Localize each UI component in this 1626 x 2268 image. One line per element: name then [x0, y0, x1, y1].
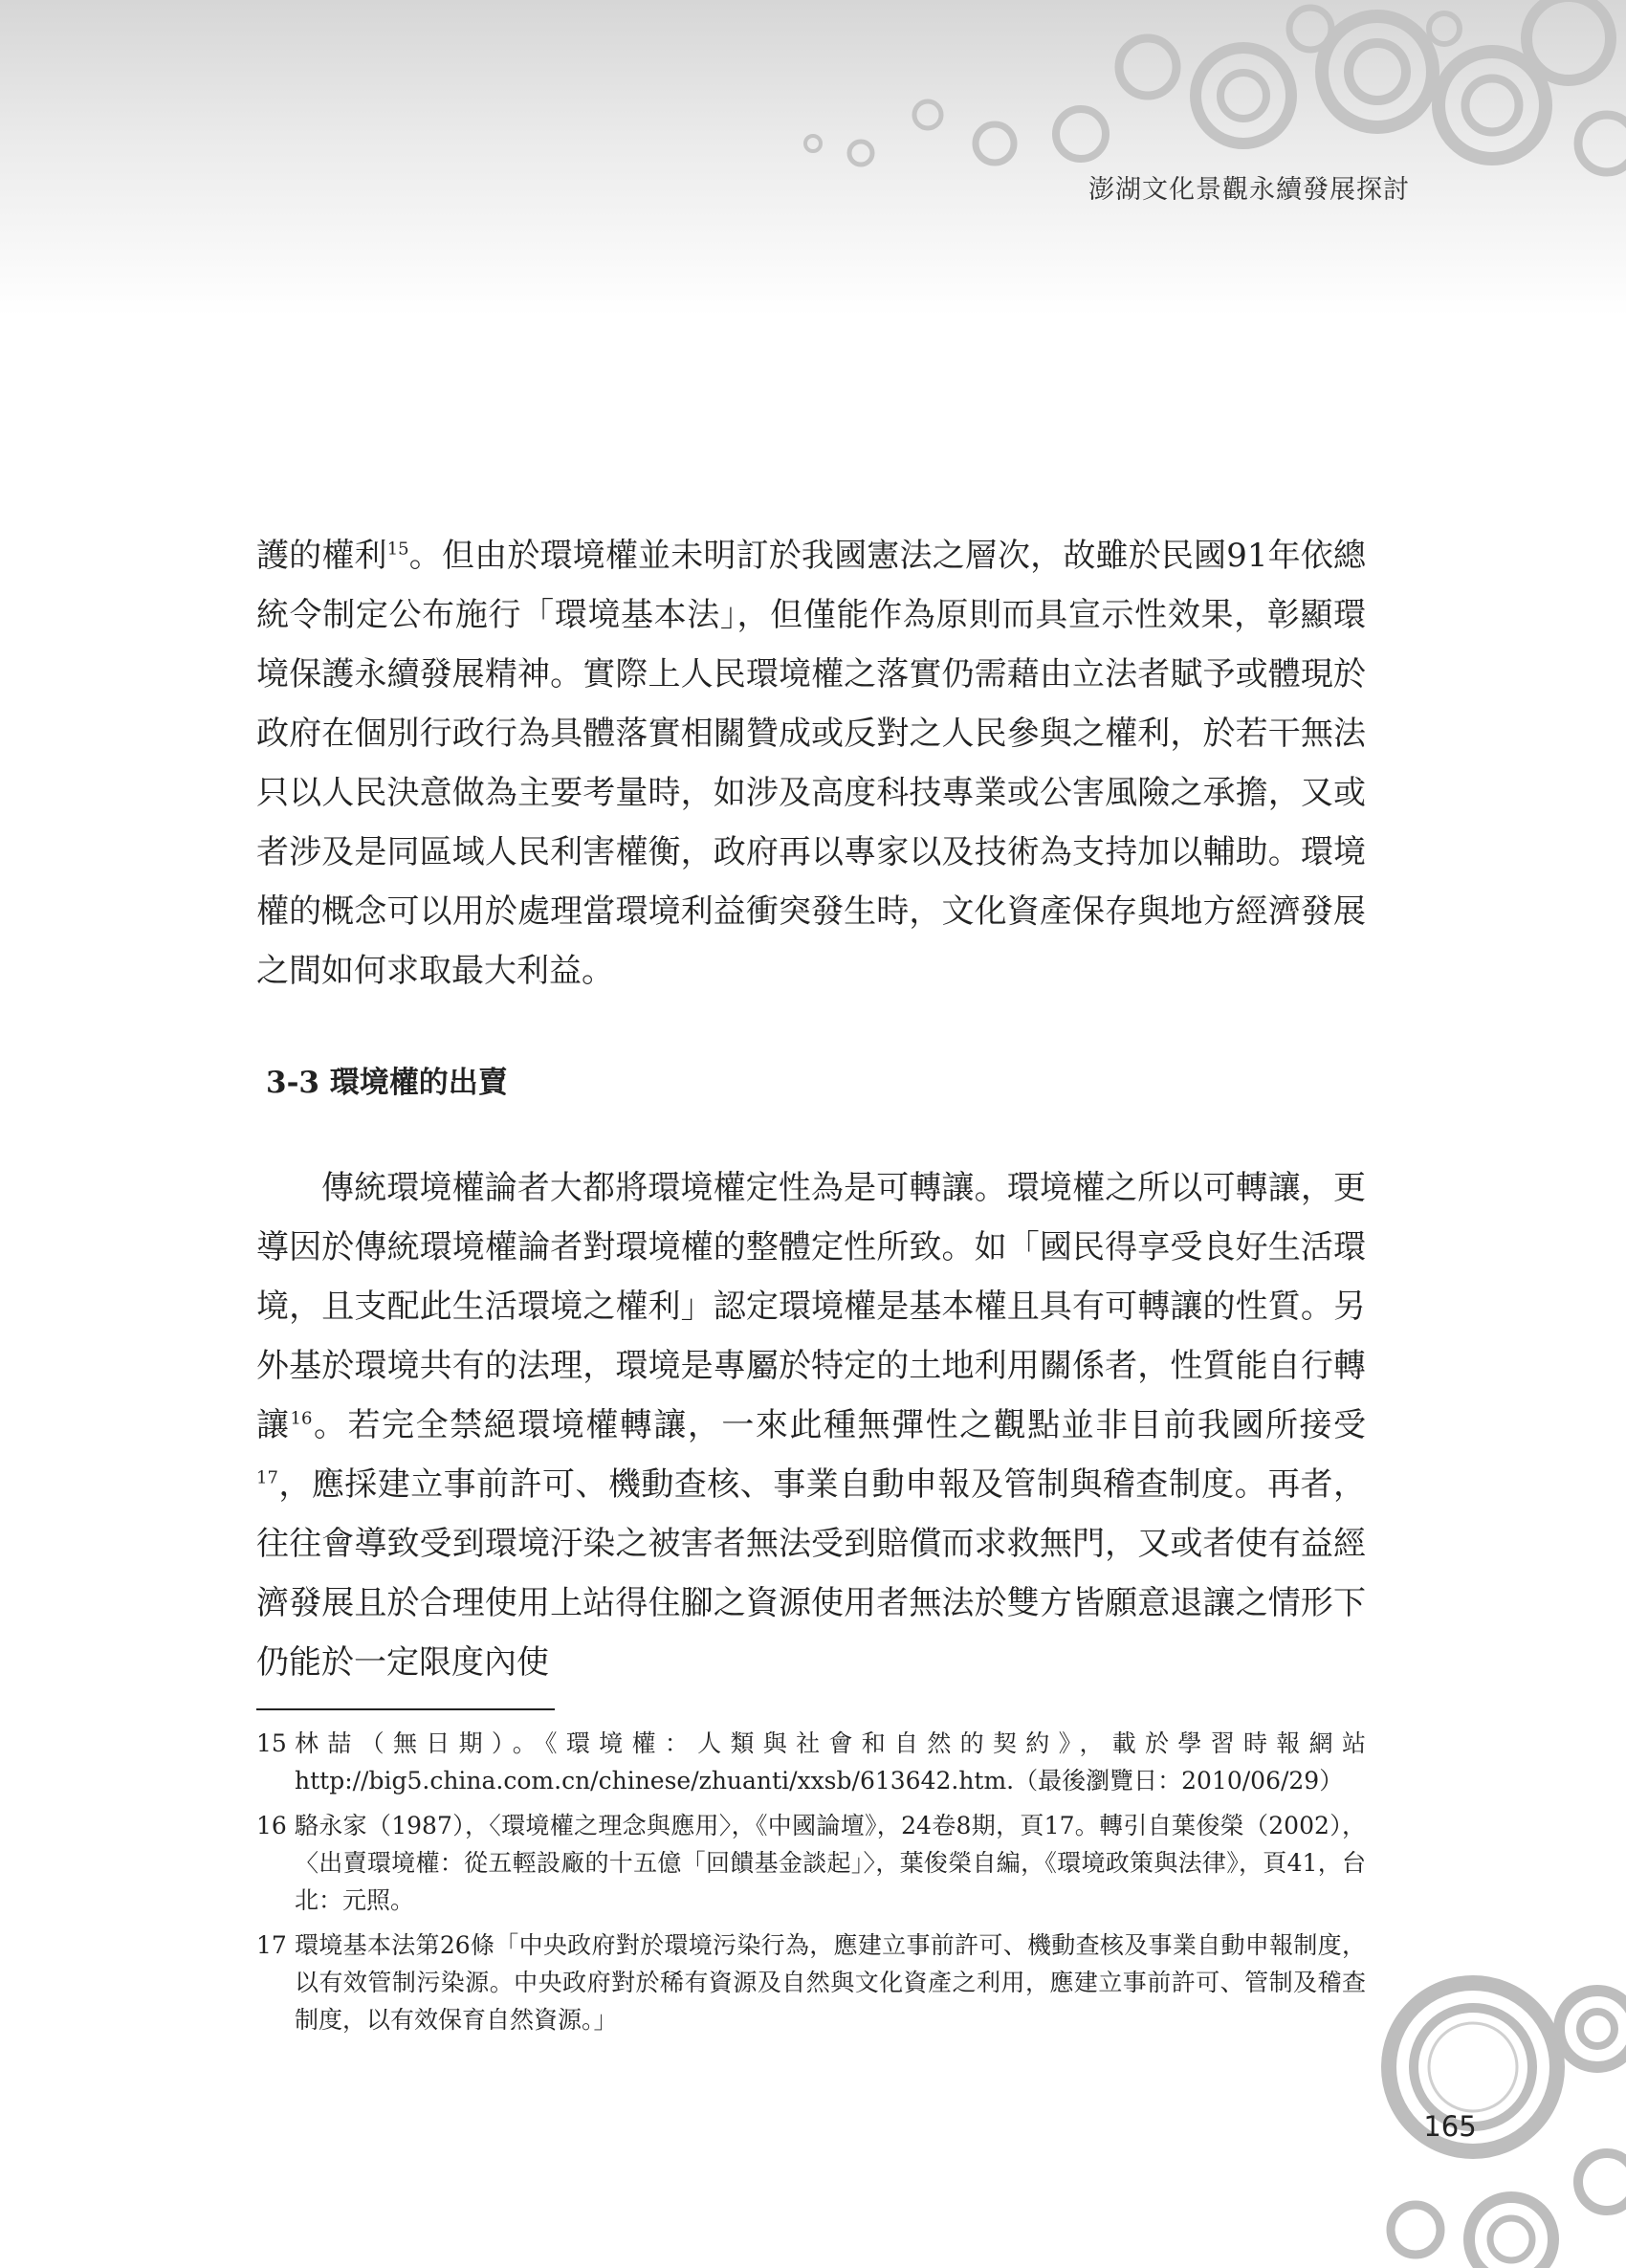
body-paragraph-1	[256, 526, 1366, 1001]
paragraph-2-part-3: ，應採建立事前許可、機動查核、事業自動申報及管制與稽查制度。再者，往往會導致受到環境汙染之被害者無法受到賠償而求救無門，又或者使有益經濟發展且於合理使用上站得住腳之資源使用者無法於雙方皆願意退讓之情形下仍能於一定限度內使	[256, 1465, 1366, 1682]
header-circles-decoration	[0, 0, 1626, 249]
footnote-15	[256, 1725, 1366, 1799]
footnote-text: 駱永家（1987），〈環境權之理念與應用〉，《中國論壇》，24卷8期，頁17。轉引自葉俊榮（2002），〈出賣環境權：從五輕設廠的十五億「回饋基金談起」〉，葉俊榮自編，《環境政策與法律》，頁41，台北：元照。	[295, 1812, 1366, 1914]
paragraph-1-start: 護的權利	[256, 537, 387, 575]
paragraph-1-rest: 。但由於環境權並未明訂於我國憲法之層次，故雖於民國91年依總統令制定公布施行「環境基本法」，但僅能作為原則而具宣示性效果，彰顯環境保護永續發展精神。實際上人民環境權之落實仍需藉由立法者賦予或體現於政府在個別行政行為具體落實相關贊成或反對之人民參與之權利，於若干無法只以人民決意做為主要考量時，如涉及高度科技專業或公害風險之承擔，又或者涉及是同區域人民利害權衡，政府再以專家以及技術為支持加以輔助。環境權的概念可以用於處理當環境利益衝突發生時，文化資產保存與地方經濟發展之間如何求取最大利益。	[256, 537, 1367, 990]
paragraph-2-part-1: 傳統環境權論者大都將環境權定性為是可轉讓。環境權之所以可轉讓，更導因於傳統環境權論者對環境權的整體定性所致。如「國民得享受良好生活環境，且支配此生活環境之權利」認定環境權是基本權且具有可轉讓的性質。另外基於環境共有的法理，環境是專屬於特定的土地利用關係者，性質能自行轉讓	[256, 1169, 1366, 1444]
footnote-number: 16	[256, 1812, 287, 1839]
running-title: 澎湖文化景觀永續發展探討	[1088, 175, 1410, 205]
footnote-ref-17[interactable]: 17	[256, 1467, 278, 1488]
footnotes	[256, 1725, 1366, 2046]
paragraph-2-part-2: 。若完全禁絕環境權轉讓，一來此種無彈性之觀點並非目前我國所接受	[312, 1406, 1367, 1444]
footnote-number: 17	[256, 1931, 287, 1959]
footnote-divider	[256, 1708, 555, 1710]
footnote-text: 環境基本法第26條「中央政府對於環境污染行為，應建立事前許可、機動查核及事業自動申報制度，以有效管制污染源。中央政府對於稀有資源及自然與文化資產之利用，應建立事前許可、管制及稽查制度，以有效保育自然資源。」	[295, 1931, 1366, 2034]
section-heading: 3-3 環境權的出賣	[266, 1066, 508, 1100]
footnote-ref-15[interactable]: 15	[386, 539, 409, 560]
footnote-16	[256, 1807, 1366, 1919]
footnote-17	[256, 1927, 1366, 2038]
footnote-number: 15	[256, 1729, 287, 1757]
body-paragraph-2	[256, 1158, 1366, 1692]
footnote-text: 林喆（無日期）。《環境權：人類與社會和自然的契約》，載於學習時報網站http://big5.china.com.cn/chinese/zhuanti/xxsb/613642.htm.（最後瀏覽日：2010/06/29）	[295, 1729, 1366, 1795]
page-number: 165	[1423, 2110, 1477, 2143]
footnote-ref-16[interactable]: 16	[290, 1408, 313, 1429]
